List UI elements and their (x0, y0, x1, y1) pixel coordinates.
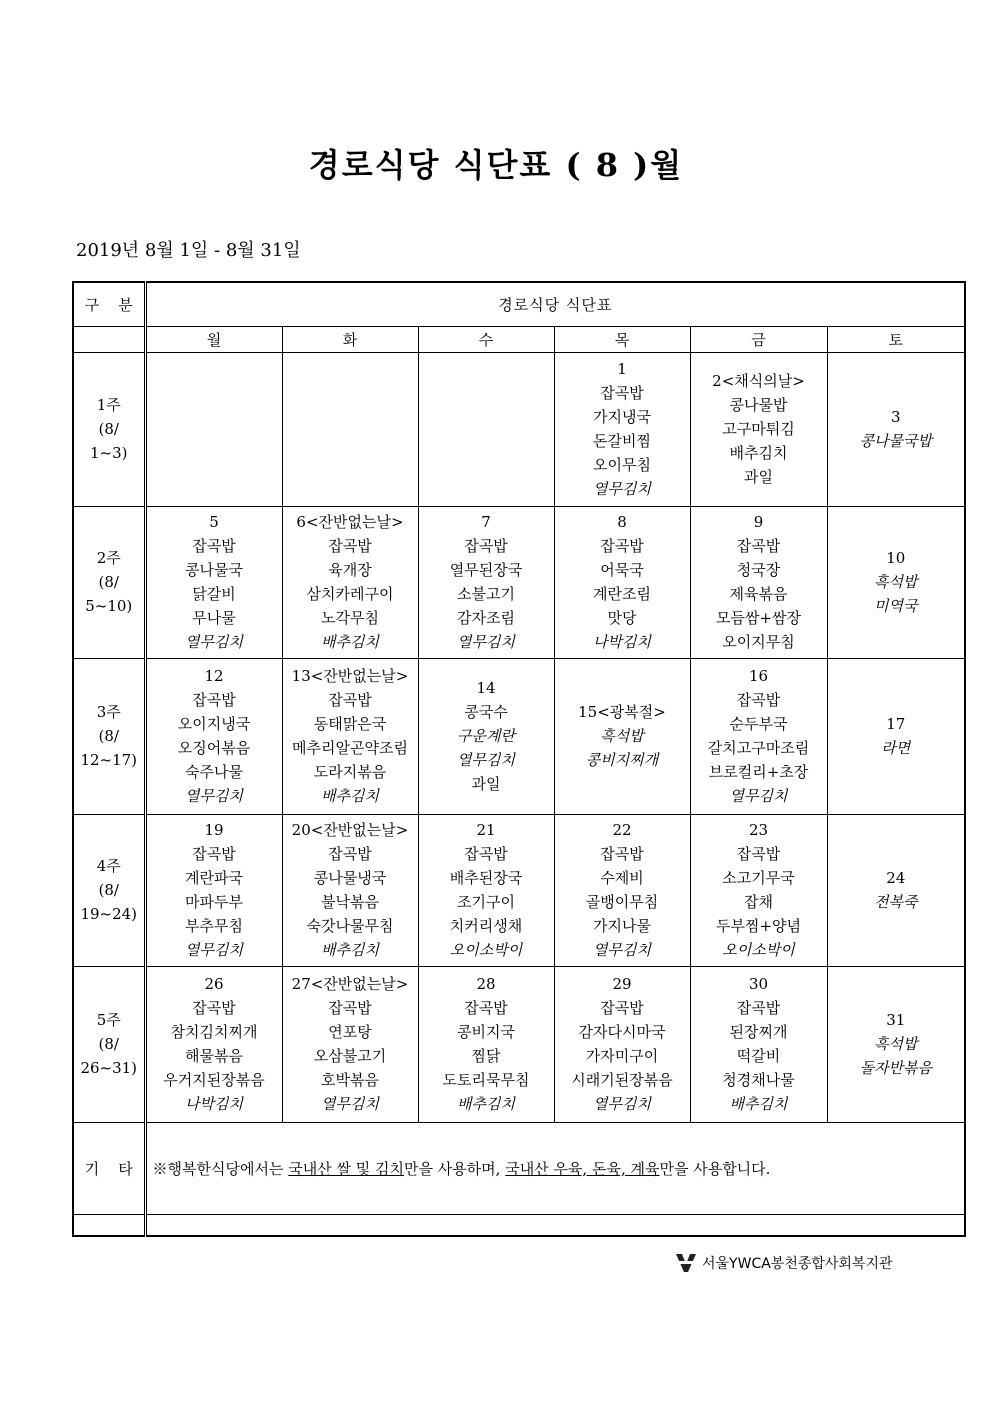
menu-item: 제육볶음 (729, 585, 788, 603)
day-menu-cell (690, 506, 827, 658)
menu-item: 열무김치 (593, 1095, 651, 1113)
category-header: 구 분 (73, 282, 145, 326)
day-menu-cell (827, 352, 965, 506)
menu-item: 배추김치 (729, 444, 788, 462)
menu-item: 잡곡밥 (736, 999, 781, 1017)
date-label: 17 (886, 715, 906, 733)
day-header-row (73, 326, 965, 352)
menu-item: 잡곡밥 (192, 845, 236, 863)
menu-item: 콩국수 (464, 703, 508, 721)
date-label: 27<잔반없는날> (291, 975, 409, 993)
blank-cell (145, 1214, 965, 1236)
week-label-line: (8/ (98, 727, 119, 745)
menu-item: 흑석밥 (874, 1035, 918, 1053)
week-label-line: 5~10) (85, 597, 133, 615)
menu-item: 콩비지찌개 (585, 751, 659, 769)
day-menu-cell (827, 658, 965, 814)
menu-item: 오이소박이 (449, 941, 523, 959)
menu-item: 콩나물밥 (729, 396, 788, 414)
menu-item: 불낙볶음 (321, 893, 379, 911)
menu-item: 찜닭 (471, 1047, 501, 1065)
menu-item: 오삼불고기 (313, 1047, 387, 1065)
day-menu-cell (554, 352, 690, 506)
day-header: 수 (418, 326, 554, 352)
date-label: 16 (748, 667, 769, 685)
menu-item: 오이소박이 (722, 941, 795, 959)
week-row (73, 814, 965, 966)
note-text: 만을 사용하며, (403, 1159, 506, 1178)
menu-item: 감자다시마국 (578, 1023, 666, 1041)
menu-item: 열무김치 (593, 941, 651, 959)
date-label: 30 (748, 975, 769, 993)
date-label: 13<잔반없는날> (291, 667, 409, 685)
menu-item: 청경채나물 (722, 1071, 795, 1089)
week-label-line: 3주 (96, 703, 121, 721)
menu-item: 동태맑은국 (313, 715, 387, 733)
menu-item: 배추김치 (457, 1095, 515, 1113)
menu-item: 열무김치 (185, 787, 243, 805)
menu-item: 배추김치 (321, 787, 379, 805)
menu-item: 맛당 (607, 609, 637, 627)
day-menu-cell (554, 966, 690, 1122)
menu-item: 골뱅이무침 (585, 893, 659, 911)
menu-item: 시래기된장볶음 (571, 1071, 673, 1089)
menu-item: 오이지무침 (722, 633, 795, 651)
menu-item: 모듬쌈+쌈장 (715, 609, 802, 627)
note-text: 만을 사용합니다. (659, 1159, 771, 1178)
menu-item: 돈갈비찜 (593, 432, 651, 450)
date-label: 22 (612, 821, 632, 839)
day-menu-cell (145, 352, 282, 506)
menu-item: 육개장 (328, 561, 372, 579)
menu-item: 열무김치 (321, 1095, 379, 1113)
menu-item: 콩나물국밥 (859, 432, 933, 450)
week-label-line: 1주 (96, 396, 121, 414)
menu-item: 계란조림 (593, 585, 651, 603)
menu-item: 청국장 (736, 561, 781, 579)
menu-item: 잡곡밥 (192, 537, 236, 555)
menu-item: 잡곡밥 (464, 845, 508, 863)
date-label: 5 (209, 513, 219, 531)
menu-item: 전복죽 (874, 893, 918, 911)
menu-item: 연포탕 (328, 1023, 372, 1041)
menu-item: 가자미구이 (585, 1047, 659, 1065)
day-menu-cell (282, 352, 418, 506)
week-label-line: (8/ (98, 420, 119, 438)
week-label (73, 506, 145, 658)
table-title: 경로식당 식단표 (145, 282, 965, 326)
menu-item: 잡곡밥 (192, 691, 236, 709)
menu-item: 숙갓나물무침 (306, 917, 394, 935)
menu-item: 배추김치 (729, 1095, 788, 1113)
menu-item: 과일 (744, 468, 773, 486)
footer (676, 1253, 893, 1273)
menu-item: 삼치카레구이 (306, 585, 394, 603)
menu-item: 조기구이 (457, 893, 515, 911)
date-label: 21 (476, 821, 496, 839)
etc-label: 기 타 (73, 1122, 145, 1214)
menu-item: 열무김치 (185, 633, 243, 651)
menu-period: 2019년 8월 1일 - 8월 31일 (76, 240, 301, 261)
menu-item: 과일 (471, 775, 501, 793)
menu-item: 콩나물냉국 (313, 869, 387, 887)
menu-item: 메추리알곤약조림 (292, 739, 408, 757)
day-menu-cell (418, 658, 554, 814)
week-label-line: (8/ (98, 1035, 119, 1053)
week-label-line: 2주 (96, 549, 121, 567)
menu-item: 열무된장국 (449, 561, 523, 579)
day-menu-cell (418, 352, 554, 506)
week-label-line: 1~3) (89, 444, 128, 462)
menu-item: 숙주나물 (185, 763, 243, 781)
page-title: 경로식당 식단표 ( 8 )월 (308, 146, 684, 184)
menu-item: 고구마튀김 (722, 420, 795, 438)
day-header: 목 (554, 326, 690, 352)
date-label: 29 (612, 975, 632, 993)
week-label-line: 26~31) (80, 1059, 138, 1077)
menu-item: 배추된장국 (449, 869, 523, 887)
date-label: 7 (481, 513, 491, 531)
menu-item: 잡곡밥 (600, 537, 644, 555)
day-menu-cell (282, 658, 418, 814)
menu-item: 잡곡밥 (736, 691, 781, 709)
menu-item: 두부찜+양념 (715, 917, 802, 935)
menu-item: 감자조림 (457, 609, 515, 627)
ywca-logo-icon (676, 1254, 696, 1272)
week-row (73, 506, 965, 658)
menu-item: 우거지된장볶음 (163, 1071, 265, 1089)
day-menu-cell (145, 658, 282, 814)
menu-item: 흑석밥 (600, 727, 644, 745)
date-label: 9 (753, 513, 764, 531)
menu-item: 구운계란 (457, 727, 515, 745)
menu-item: 콩비지국 (457, 1023, 515, 1041)
week-label-line: 5주 (96, 1011, 121, 1029)
day-menu-cell (282, 814, 418, 966)
week-label-line: (8/ (98, 573, 119, 591)
etc-note (145, 1122, 965, 1214)
menu-item: 잡곡밥 (464, 537, 508, 555)
menu-item: 참치김치찌개 (170, 1023, 258, 1041)
date-label: 6<잔반없는날> (296, 513, 404, 531)
menu-item: 열무김치 (593, 480, 651, 498)
menu-item: 호박볶음 (321, 1071, 379, 1089)
date-label: 12 (204, 667, 224, 685)
week-label-line: 12~17) (80, 751, 138, 769)
day-menu-cell (554, 658, 690, 814)
menu-item: 돌자반볶음 (859, 1059, 933, 1077)
menu-item: 오이지냉국 (177, 715, 251, 733)
menu-item: 잡곡밥 (192, 999, 236, 1017)
menu-item: 가지나물 (593, 917, 651, 935)
menu-item: 된장찌개 (729, 1023, 788, 1041)
menu-item: 열무김치 (729, 787, 788, 805)
week-label-line: 19~24) (80, 905, 138, 923)
day-menu-cell (690, 352, 827, 506)
week-row (73, 352, 965, 506)
day-menu-cell (690, 814, 827, 966)
menu-item: 잡곡밥 (600, 999, 644, 1017)
week-row (73, 966, 965, 1122)
day-menu-cell (418, 814, 554, 966)
menu-item: 잡곡밥 (328, 691, 372, 709)
date-label: 31 (886, 1011, 906, 1029)
menu-item: 가지냉국 (593, 408, 651, 426)
day-menu-cell (145, 966, 282, 1122)
day-menu-cell (827, 506, 965, 658)
note-text: ※행복한식당에서는 (152, 1159, 289, 1178)
menu-item: 오징어볶음 (177, 739, 251, 757)
menu-item: 수제비 (600, 869, 644, 887)
menu-item: 브로컬리+초장 (708, 763, 809, 781)
menu-item: 갈치고구마조림 (707, 739, 810, 757)
menu-item: 잡채 (744, 893, 773, 911)
menu-item: 계란파국 (185, 869, 243, 887)
menu-item: 흑석밥 (874, 573, 918, 591)
day-header: 월 (145, 326, 282, 352)
week-label-line: 4주 (96, 857, 121, 875)
day-menu-cell (418, 966, 554, 1122)
day-header: 금 (690, 326, 827, 352)
date-label: 26 (204, 975, 224, 993)
menu-item: 열무김치 (457, 633, 515, 651)
day-menu-cell (690, 966, 827, 1122)
day-menu-cell (282, 506, 418, 658)
menu-item: 잡곡밥 (736, 537, 781, 555)
menu-item: 미역국 (874, 597, 918, 615)
day-menu-cell (145, 506, 282, 658)
date-label: 20<잔반없는날> (291, 821, 409, 839)
menu-item: 도라지볶음 (313, 763, 387, 781)
day-menu-cell (418, 506, 554, 658)
menu-item: 잡곡밥 (464, 999, 508, 1017)
menu-item: 노각무침 (321, 609, 379, 627)
note-underline-meat: 국내산 우육, 돈육, 계육 (505, 1159, 660, 1178)
day-menu-cell (827, 966, 965, 1122)
day-menu-cell (554, 814, 690, 966)
date-label: 1 (617, 360, 627, 378)
menu-item: 라면 (881, 739, 911, 757)
menu-item: 나박김치 (593, 633, 651, 651)
menu-item: 닭갈비 (192, 585, 236, 603)
menu-item: 잡곡밥 (736, 845, 781, 863)
date-label: 28 (476, 975, 496, 993)
menu-item: 잡곡밥 (328, 537, 372, 555)
menu-item: 나박김치 (185, 1095, 243, 1113)
date-label: 19 (204, 821, 224, 839)
menu-item: 콩나물국 (185, 561, 243, 579)
date-label: 24 (886, 869, 906, 887)
week-label-line: (8/ (98, 881, 119, 899)
menu-item: 배추김치 (321, 941, 379, 959)
week-label (73, 814, 145, 966)
date-label: 2<채식의날> (712, 372, 805, 390)
day-header-blank (73, 326, 145, 352)
day-header: 토 (827, 326, 965, 352)
day-menu-cell (145, 814, 282, 966)
day-menu-cell (690, 658, 827, 814)
day-header: 화 (282, 326, 418, 352)
menu-item: 마파두부 (185, 893, 243, 911)
week-label (73, 658, 145, 814)
day-menu-cell (282, 966, 418, 1122)
week-row (73, 658, 965, 814)
menu-item: 도토리묵무침 (442, 1071, 530, 1089)
note-underline-rice-kimchi: 국내산 쌀 및 김치 (288, 1159, 404, 1178)
menu-item: 무나물 (192, 609, 236, 627)
date-label: 3 (891, 408, 901, 426)
menu-item: 잡곡밥 (328, 999, 372, 1017)
date-label: 23 (748, 821, 769, 839)
menu-item: 순두부국 (729, 715, 788, 733)
week-label (73, 352, 145, 506)
date-label: 15<광복절> (578, 703, 666, 721)
menu-item: 어묵국 (600, 561, 644, 579)
menu-item: 소고기무국 (722, 869, 795, 887)
menu-item: 치커리생채 (449, 917, 523, 935)
day-menu-cell (827, 814, 965, 966)
date-label: 14 (476, 679, 496, 697)
organization-name: 서울YWCA봉천종합사회복지관 (702, 1256, 893, 1272)
day-menu-cell (554, 506, 690, 658)
menu-item: 떡갈비 (736, 1047, 781, 1065)
menu-item: 잡곡밥 (600, 384, 644, 402)
menu-item: 잡곡밥 (328, 845, 372, 863)
week-label (73, 966, 145, 1122)
menu-table (72, 281, 966, 1237)
menu-item: 부추무침 (185, 917, 243, 935)
date-label: 10 (886, 549, 906, 567)
menu-item: 소불고기 (457, 585, 515, 603)
menu-item: 해물볶음 (185, 1047, 243, 1065)
menu-item: 오이무침 (593, 456, 651, 474)
blank-cell (73, 1214, 145, 1236)
menu-item: 열무김치 (457, 751, 515, 769)
menu-item: 열무김치 (185, 941, 243, 959)
date-label: 8 (617, 513, 627, 531)
menu-item: 잡곡밥 (600, 845, 644, 863)
menu-item: 배추김치 (321, 633, 379, 651)
